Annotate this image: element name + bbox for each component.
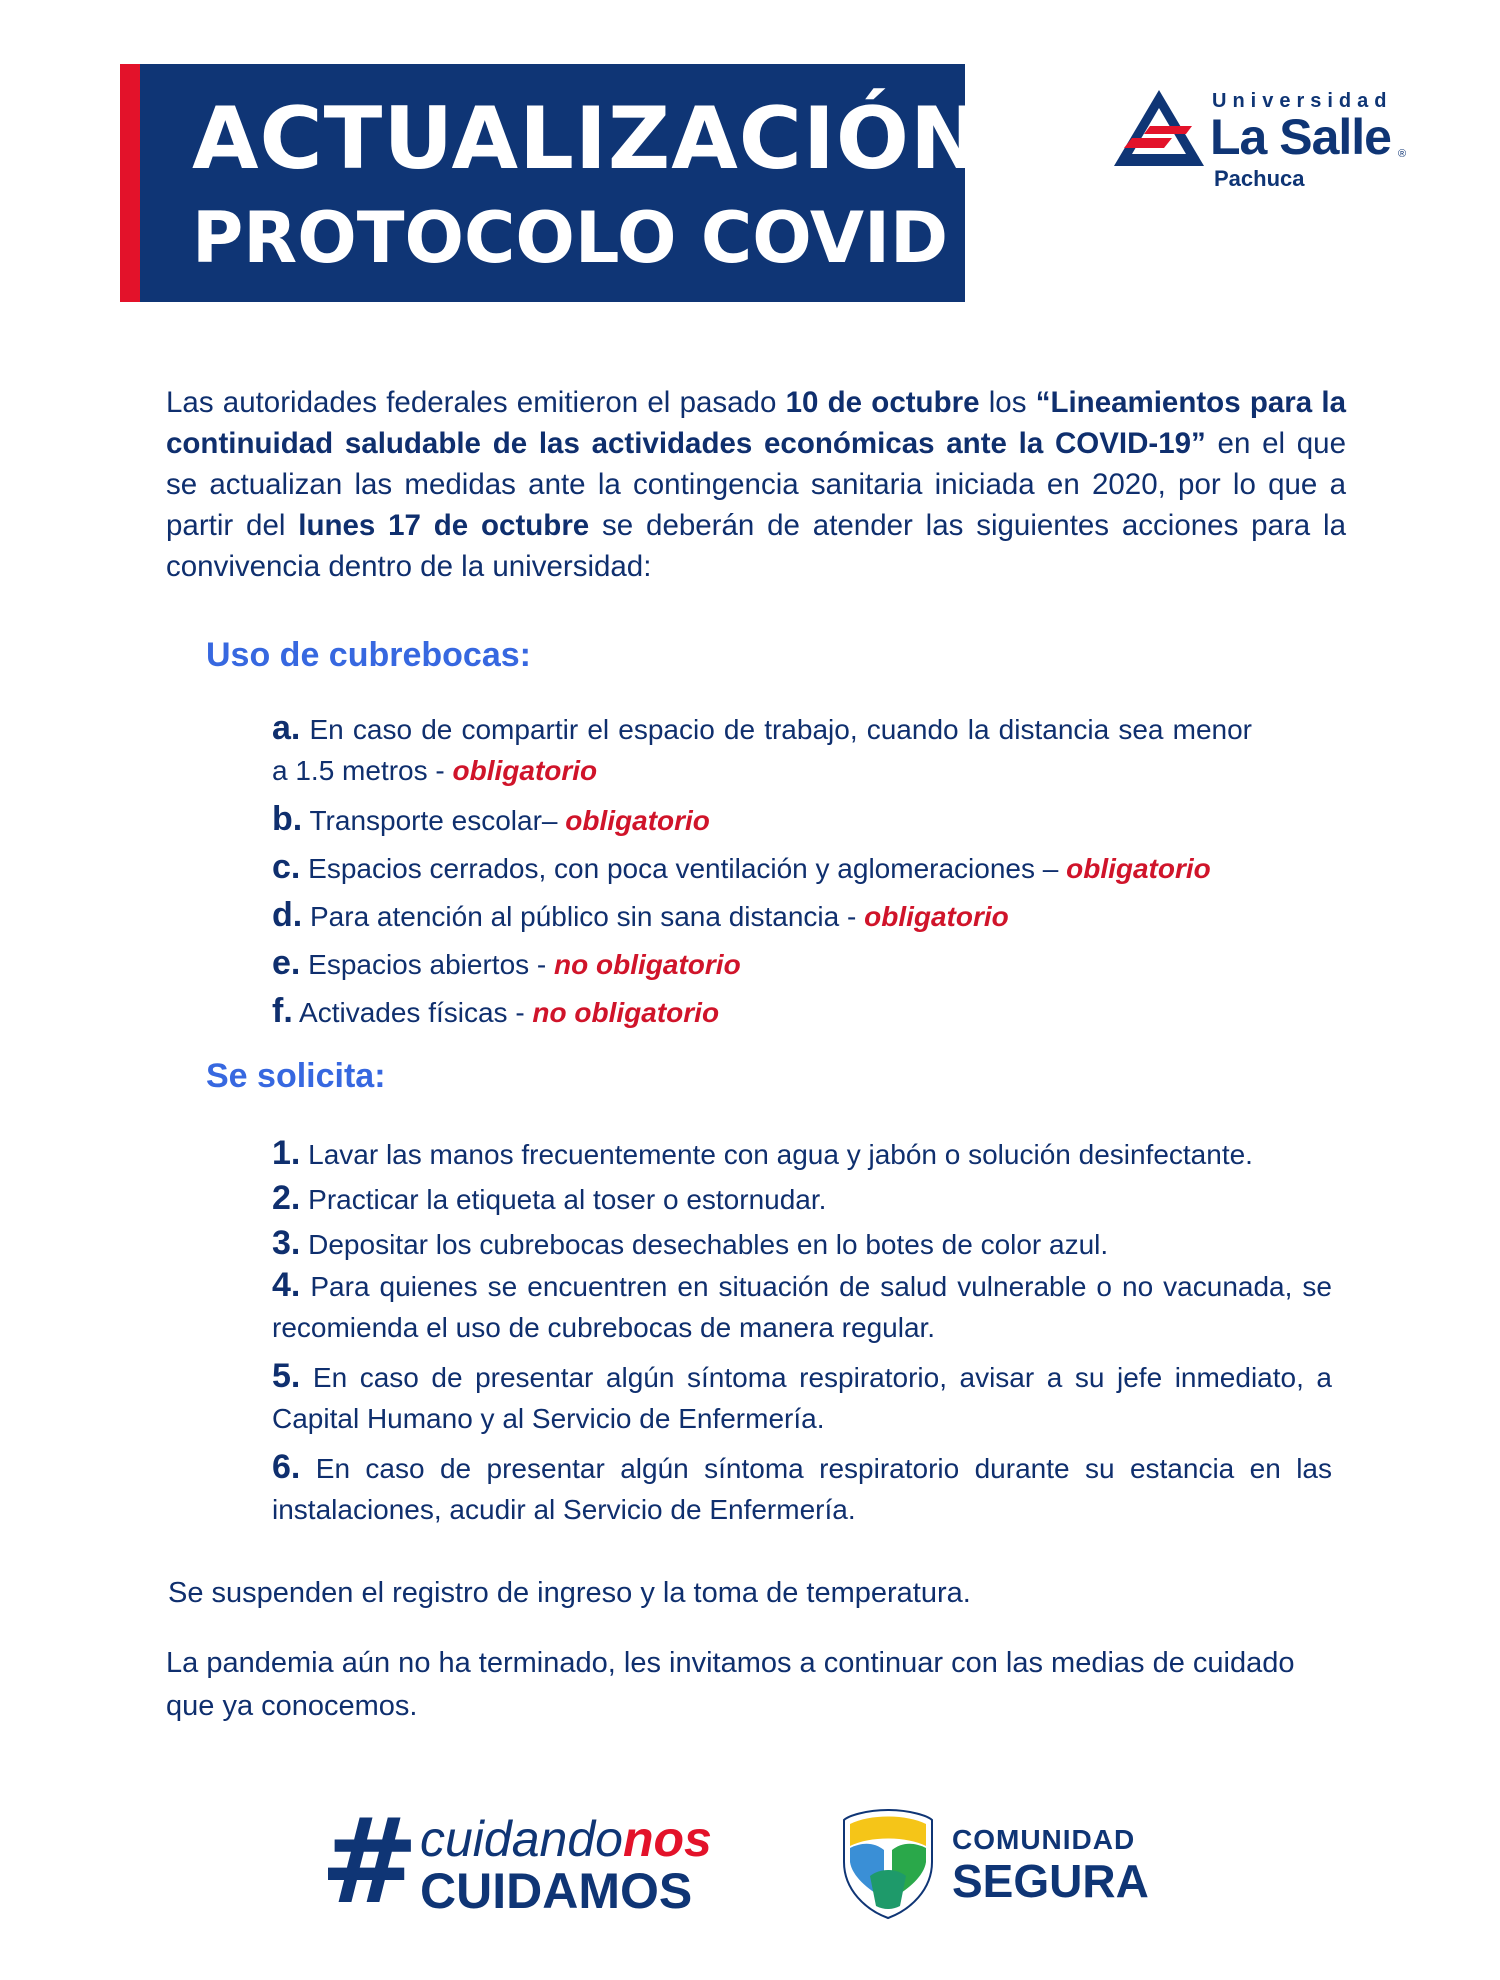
list-item <box>272 1224 1108 1263</box>
item-text: En caso de presentar algún síntoma respiratorio durante su estancia en las instalaciones, acudir al Servicio de Enfermería. <box>272 1453 1332 1525</box>
list-item <box>272 1447 1332 1530</box>
item-status: obligatorio <box>565 805 710 836</box>
logo-city-text: Pachuca <box>1214 166 1305 191</box>
item-number: 4. <box>272 1266 301 1304</box>
item-text: Depositar los cubrebocas desechables en lo botes de color azul. <box>300 1229 1109 1260</box>
intro-document-title: “Lineamientos para la continuidad saludable de las actividades económicas ante la COVID-19” <box>166 386 1346 460</box>
list-item <box>272 1134 1253 1173</box>
item-text: En caso de presentar algún síntoma respiratorio, avisar a su jefe inmediato, a Capital Humano y al Servicio de Enfermería. <box>272 1362 1332 1434</box>
item-number: 3. <box>272 1224 301 1262</box>
item-text: Practicar la etiqueta al toser o estornudar. <box>300 1184 827 1215</box>
item-text: Transporte escolar– <box>302 805 566 836</box>
list-item <box>272 944 741 983</box>
list-item <box>272 800 710 839</box>
logo-registered-mark: ® <box>1398 148 1407 160</box>
item-text: Espacios cerrados, con poca ventilación y aglomeraciones – <box>300 853 1067 884</box>
suspension-note: Se suspenden el registro de ingreso y la toma de temperatura. <box>168 1577 971 1609</box>
la-salle-logo <box>1112 86 1407 196</box>
hands-shield-icon <box>840 1806 936 1922</box>
page-title: ACTUALIZACIÓN <box>192 89 983 189</box>
intro-date-1: 10 de octubre <box>785 386 980 419</box>
item-text: Para quienes se encuentren en situación de salud vulnerable o no vacunada, se recomienda el uso de cubrebocas de manera regular. <box>272 1271 1332 1343</box>
item-letter: b. <box>272 800 303 838</box>
item-text: Para atención al público sin sana distancia - <box>302 901 865 932</box>
la-salle-triangle-logo-icon <box>1112 86 1207 170</box>
item-status: obligatorio <box>864 901 1009 932</box>
hashtag-line-1 <box>420 1810 712 1868</box>
hashtag-symbol: # <box>320 1792 419 1930</box>
solicita-heading: Se solicita: <box>206 1057 386 1095</box>
hashtag-word-nos: nos <box>622 1811 712 1867</box>
segura-text: SEGURA <box>952 1855 1149 1907</box>
item-number: 6. <box>272 1448 301 1486</box>
item-number: 2. <box>272 1179 301 1217</box>
item-status: obligatorio <box>1066 853 1211 884</box>
item-text: En caso de compartir el espacio de trabajo, cuando la distancia sea menor a 1.5 metros - <box>272 714 1252 786</box>
list-item <box>272 848 1211 887</box>
item-letter: d. <box>272 896 303 934</box>
closing-note: La pandemia aún no ha terminado, les invitamos a continuar con las medias de cuidado que ya conocemos. <box>166 1647 1295 1722</box>
item-letter: f. <box>272 992 293 1030</box>
intro-text-3: en el que se actualizan las medidas ante la contingencia sanitaria iniciada en 2020, por lo que a partir del <box>166 427 1347 542</box>
item-number: 1. <box>272 1134 301 1172</box>
item-text: Lavar las manos frecuentemente con agua y jabón o solución desinfectante. <box>300 1139 1253 1170</box>
comunidad-text: COMUNIDAD <box>952 1824 1136 1855</box>
cuidandonos-cuidamos-logo <box>320 1792 712 1930</box>
intro-text-1: Las autoridades federales emitieron el pasado <box>166 386 786 419</box>
intro-text-4: se deberán de atender las siguientes acciones para la convivencia dentro de la universidad: <box>166 509 1346 583</box>
intro-paragraph <box>166 382 1346 587</box>
intro-date-2: lunes 17 de octubre <box>298 509 590 542</box>
item-status: no obligatorio <box>554 949 741 980</box>
list-item <box>272 1265 1332 1348</box>
page-subtitle: PROTOCOLO COVID <box>192 197 949 279</box>
logo-name-text: La Salle <box>1210 109 1391 165</box>
item-status: no obligatorio <box>532 997 720 1028</box>
hashtag-word-cuidando: cuidando <box>420 1811 623 1867</box>
item-number: 5. <box>272 1357 301 1395</box>
list-item <box>272 1356 1332 1439</box>
list-item <box>272 896 1009 935</box>
list-item <box>272 992 719 1031</box>
item-letter: e. <box>272 944 301 982</box>
hashtag-line-2: CUIDAMOS <box>420 1863 693 1919</box>
item-letter: c. <box>272 848 301 886</box>
logo-universidad-text: Universidad <box>1212 90 1393 112</box>
comunidad-segura-logo <box>840 1806 1170 1926</box>
list-item <box>272 1179 826 1218</box>
item-letter: a. <box>272 709 301 747</box>
item-status: obligatorio <box>452 755 598 786</box>
cubrebocas-heading: Uso de cubrebocas: <box>206 636 531 674</box>
list-item <box>272 708 1252 791</box>
item-text: Espacios abiertos - <box>300 949 555 980</box>
intro-text-2: los <box>979 386 1036 419</box>
title-banner <box>120 64 983 302</box>
item-text: Activades físicas - <box>292 997 533 1028</box>
